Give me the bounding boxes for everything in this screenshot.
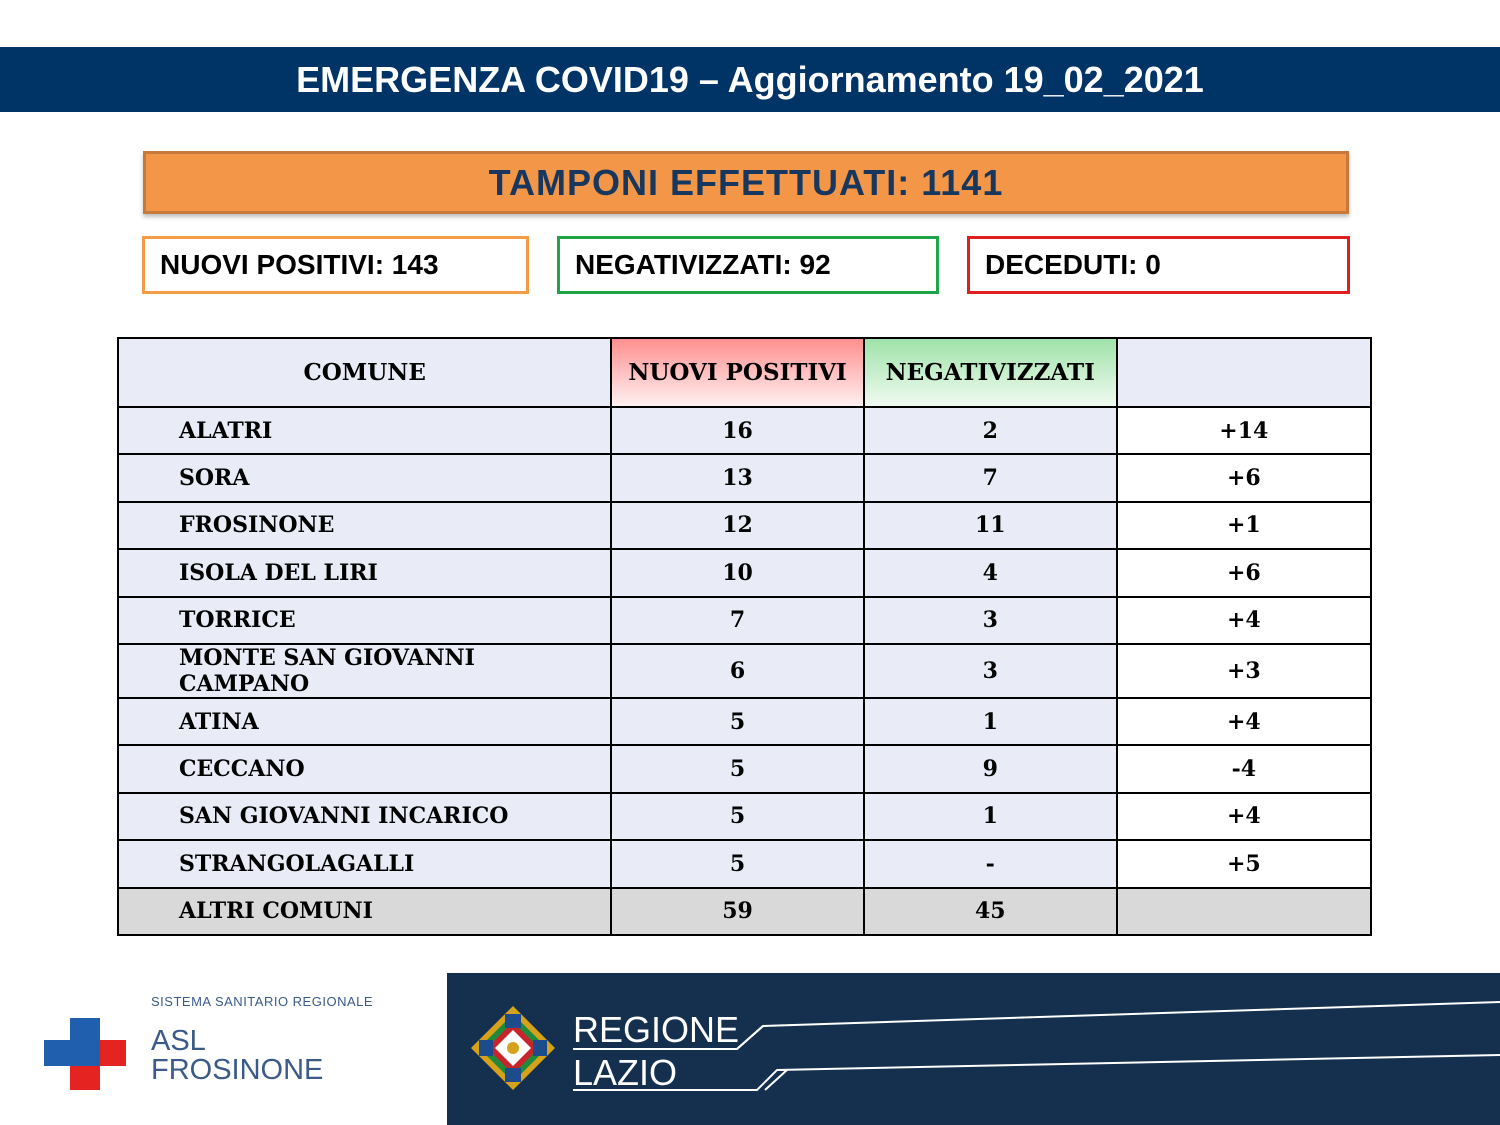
cell-delta: +6	[1117, 454, 1371, 501]
table-header-row	[118, 338, 1371, 407]
lazio-crest-icon	[469, 1004, 557, 1092]
cell-comune: SORA	[118, 454, 611, 501]
tamponi-label: TAMPONI EFFETTUATI: 1141	[488, 161, 1004, 203]
table-row	[118, 454, 1371, 501]
cell-delta: +1	[1117, 502, 1371, 549]
cell-positivi: 6	[611, 644, 864, 698]
table-row	[118, 407, 1371, 454]
cell-delta: +4	[1117, 698, 1371, 745]
cell-positivi: 16	[611, 407, 864, 454]
header-negativizzati: NEGATIVIZZATI	[864, 338, 1117, 407]
header-nuovi-positivi: NUOVI POSITIVI	[611, 338, 864, 407]
cell-delta: +6	[1117, 549, 1371, 596]
cell-comune: ISOLA DEL LIRI	[118, 549, 611, 596]
deceduti-label: DECEDUTI: 0	[985, 249, 1161, 280]
negativizzati-box	[557, 236, 939, 294]
cell-delta: -4	[1117, 745, 1371, 792]
header-delta	[1117, 338, 1371, 407]
header-comune: COMUNE	[118, 338, 611, 407]
cell-delta: +5	[1117, 840, 1371, 887]
asl-line2: FROSINONE	[151, 1054, 324, 1086]
table-row	[118, 793, 1371, 840]
nuovi-positivi-label: NUOVI POSITIVI: 143	[160, 249, 439, 280]
cell-comune: CECCANO	[118, 745, 611, 792]
regione-lazio-text	[573, 1008, 739, 1094]
cell-positivi: 7	[611, 597, 864, 644]
cell-positivi: 13	[611, 454, 864, 501]
cell-negativizzati: 3	[864, 644, 1117, 698]
cell-positivi: 5	[611, 698, 864, 745]
cell-negativizzati: 2	[864, 407, 1117, 454]
regione-line2: LAZIO	[573, 1052, 678, 1093]
table-row	[118, 745, 1371, 792]
cell-negativizzati: 1	[864, 698, 1117, 745]
cell-comune: ALTRI COMUNI	[118, 888, 611, 935]
asl-line1: ASL	[151, 1025, 206, 1057]
asl-frosinone-logo	[0, 975, 445, 1125]
regione-line1: REGIONE	[573, 1009, 740, 1050]
asl-name	[151, 1027, 323, 1085]
cell-negativizzati: 1	[864, 793, 1117, 840]
nuovi-positivi-box	[142, 236, 529, 294]
cell-delta: +4	[1117, 597, 1371, 644]
table-total-row	[118, 888, 1371, 935]
tamponi-box	[143, 151, 1349, 214]
table-row	[118, 549, 1371, 596]
cell-positivi: 5	[611, 793, 864, 840]
cell-comune: ATINA	[118, 698, 611, 745]
regione-lazio-logo	[447, 973, 1500, 1125]
cell-positivi: 5	[611, 745, 864, 792]
cell-negativizzati: 11	[864, 502, 1117, 549]
cell-comune: STRANGOLAGALLI	[118, 840, 611, 887]
table-row	[118, 698, 1371, 745]
cell-delta: +4	[1117, 793, 1371, 840]
cell-negativizzati: 4	[864, 549, 1117, 596]
header-banner	[0, 47, 1500, 112]
cell-negativizzati: 3	[864, 597, 1117, 644]
cell-positivi: 59	[611, 888, 864, 935]
table-row	[118, 502, 1371, 549]
cell-negativizzati: 9	[864, 745, 1117, 792]
cell-comune: FROSINONE	[118, 502, 611, 549]
table-row	[118, 644, 1371, 698]
cell-comune: MONTE SAN GIOVANNI CAMPANO	[118, 644, 611, 698]
cell-comune: ALATRI	[118, 407, 611, 454]
page-title: EMERGENZA COVID19 – Aggiornamento 19_02_2021	[296, 58, 1204, 100]
cell-negativizzati: 7	[864, 454, 1117, 501]
negativizzati-label: NEGATIVIZZATI: 92	[575, 249, 831, 280]
cell-comune: TORRICE	[118, 597, 611, 644]
comuni-table	[117, 337, 1372, 936]
cell-comune: SAN GIOVANNI INCARICO	[118, 793, 611, 840]
cell-delta	[1117, 888, 1371, 935]
deceduti-box	[967, 236, 1350, 294]
cell-positivi: 12	[611, 502, 864, 549]
table-row	[118, 597, 1371, 644]
asl-subtitle: SISTEMA SANITARIO REGIONALE	[151, 994, 374, 1009]
cell-positivi: 10	[611, 549, 864, 596]
cell-negativizzati: 45	[864, 888, 1117, 935]
table-row	[118, 840, 1371, 887]
cell-delta: +14	[1117, 407, 1371, 454]
red-cross-icon	[44, 1018, 126, 1090]
cell-delta: +3	[1117, 644, 1371, 698]
cell-negativizzati: -	[864, 840, 1117, 887]
cell-positivi: 5	[611, 840, 864, 887]
